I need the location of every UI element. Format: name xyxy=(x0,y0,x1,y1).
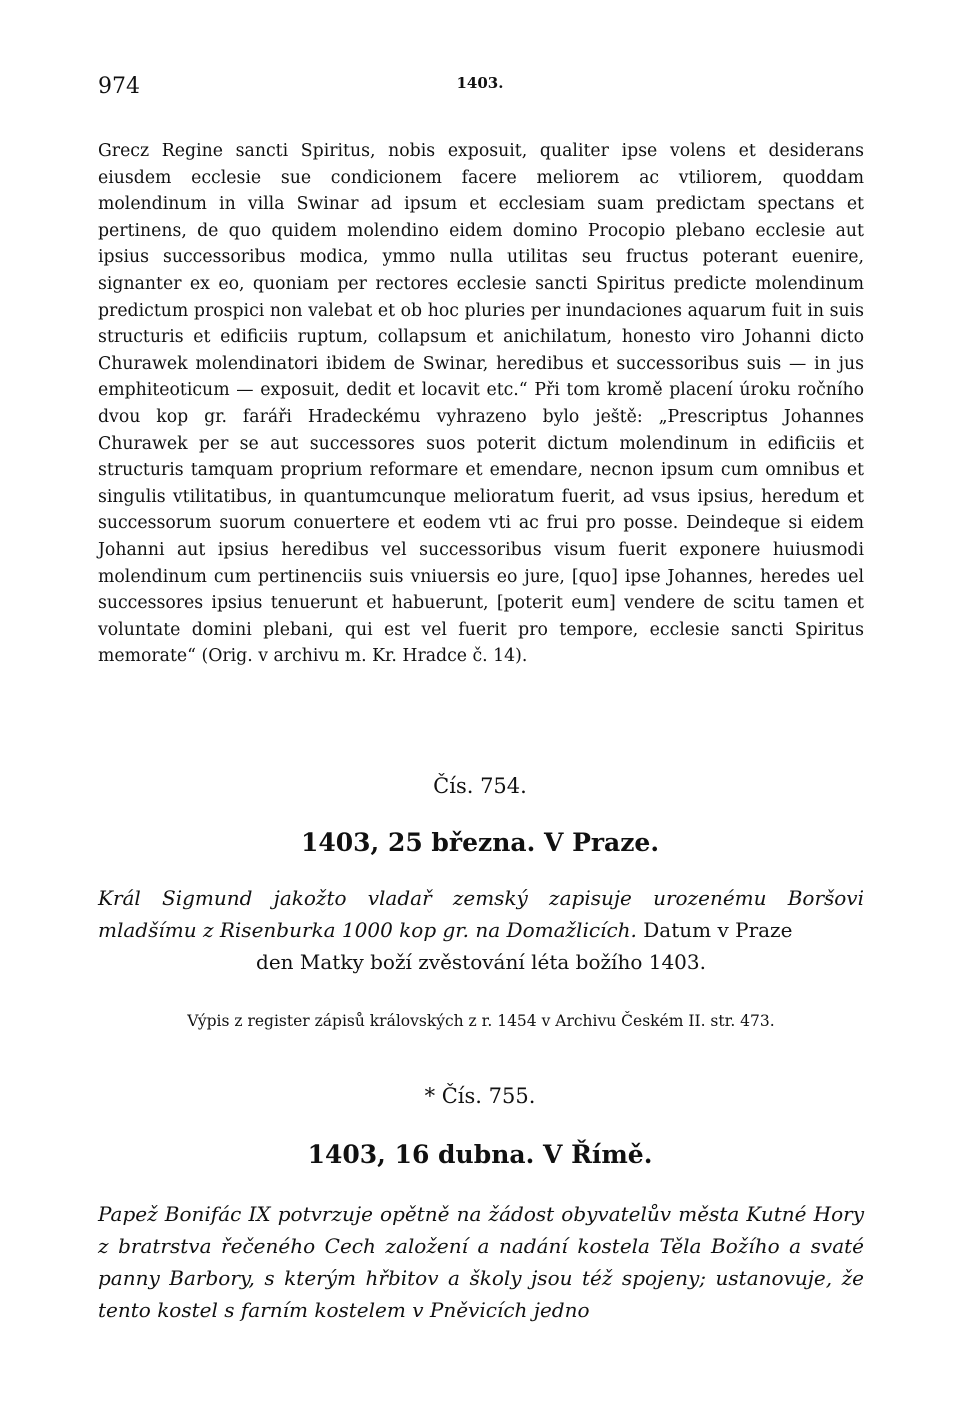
abstract-italic: Papež Bonifác IX potvrzuje opětně na žádost obyvatelův města Kutné Hory z bratrstva řečeného Cech založení a nadání kostela Těla Božího a svaté panny Barbory, s kterým hřbitov a školy jsou též spojeny; ustanovuje, že tento kostel s farním kostelem v Pněvicích jedno xyxy=(98,1202,864,1322)
document-date-place: 1403, 16 dubna. V Římě. xyxy=(307,1140,653,1169)
document-source-note: Výpis z register zápisů královských z r. 1454 v Archivu Českém II. str. 473. xyxy=(187,1012,775,1030)
page-number: 974 xyxy=(98,74,140,99)
continuation-paragraph: Grecz Regine sancti Spiritus, nobis exposuit, qualiter ipse volens et desiderans eiusdem ecclesie sue condicionem facere meliorem ac vtiliorem, quoddam molendinum in villa Swinar ad ipsum et ecclesiam suam predictam spectans et pertinens, de quo quidem molendino eidem domino Procopio plebano ecclesie aut ipsius successoribus modica, ymmo nulla utilitas seu fructus poterant euenire, signanter ex eo, quoniam per rectores ecclesie sancti Spiritus predicte molendinum predictum prospici non valebat et ob hoc pluries per inundaciones aquarum fuit in suis structuris et edificiis ruptum, collapsum et anichilatum, honesto viro Johanni dicto Churawek molendinatori ibidem de Swinar, heredibus et successoribus suis — in jus emphiteoticum — exposuit, dedit et locavit etc.“ Při tom kromě placení úroku ročního dvou kop gr. faráři Hradeckému vyhrazeno bylo ještě: „Prescriptus Johannes Churawek per se aut successores suos poterit dictum molendinum in edificiis et structuris tamquam proprium reformare et emendare, necnon ipsum cum omnibus et singulis vtilitatibus, in quantumcunque melioratum fuerit, ad vsus ipsius, heredum et successorum suorum conuertere et eodem vti ac frui pro posse. Deindeque si eidem Johanni aut ipsius heredibus vel successoribus visum fuerit exponere huiusmodi molendinum cum pertinenciis suis vniuersis eo jure, [quo] ipse Johannes, heredes uel successores ipsius tenuerunt et habuerunt, [poterit eum] vendere de scitu tamen et voluntate domini plebani, qui est vel fuerit pro tempore, ecclesie sancti Spiritus memorate“ (Orig. v archivu m. Kr. Hradce č. 14). xyxy=(98,141,864,667)
document-number: * Čís. 755. xyxy=(424,1084,536,1108)
abstract-date-clause: Datum v Praze xyxy=(643,918,793,942)
document-abstract xyxy=(98,882,864,978)
abstract-date-clause-end: den Matky boží zvěstování léta božího 1403. xyxy=(256,950,706,974)
document-date-place: 1403, 25 března. V Praze. xyxy=(300,828,660,857)
document-abstract xyxy=(98,1198,864,1326)
page-header xyxy=(98,74,862,104)
running-head-year: 1403. xyxy=(456,74,504,92)
document-number: Čís. 754. xyxy=(433,774,527,798)
abstract-italic: Král Sigmund jakožto vladař zemský zapisuje urozenému Boršovi mladšímu z Risenburka 1000 kop gr. na Domažlicích. xyxy=(98,886,864,942)
